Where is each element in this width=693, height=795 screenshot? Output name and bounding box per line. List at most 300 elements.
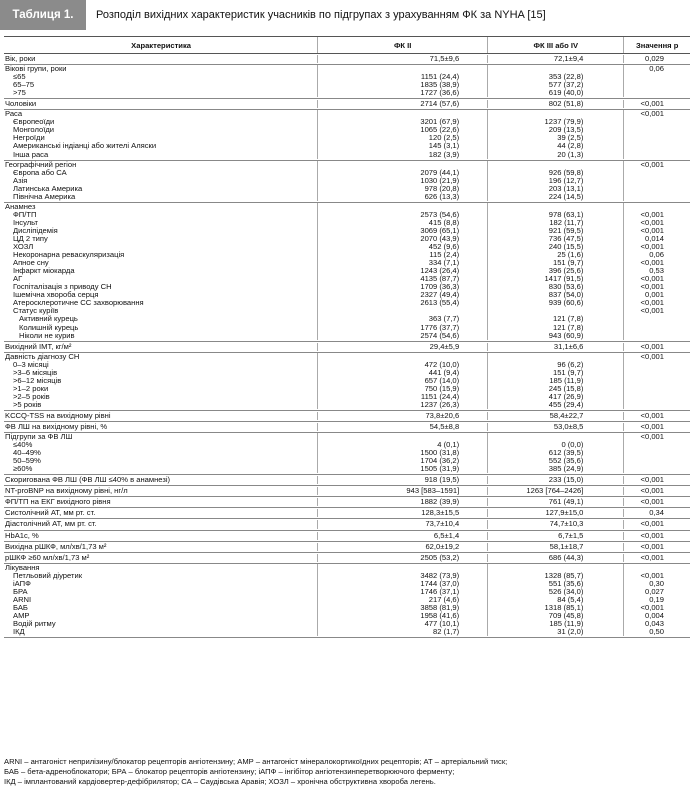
cell-p-value bbox=[624, 564, 690, 636]
value-fk2: 1709 (36,3) bbox=[420, 283, 460, 292]
row-subitem-label: Некоронарна реваскуляризація bbox=[13, 251, 125, 260]
value-fk2: 918 (19,5) bbox=[424, 476, 460, 485]
row-subitem-label: 65–75 bbox=[13, 81, 35, 90]
value-p: <0,001 bbox=[640, 110, 664, 119]
value-fk2: 1835 (38,9) bbox=[420, 81, 460, 90]
row-subitem-label: Латинська Америка bbox=[13, 184, 83, 193]
value-fk34: 939 (60,6) bbox=[548, 299, 584, 308]
cell-characteristic bbox=[4, 509, 318, 517]
value-fk34: 151 (9,7) bbox=[552, 368, 584, 377]
value-fk34: 31,1±6,6 bbox=[553, 342, 584, 351]
row-label: KCCQ-TSS на вихідному рівні bbox=[5, 411, 111, 420]
value-fk2: 182 (3,9) bbox=[428, 150, 460, 159]
table-body bbox=[4, 54, 690, 638]
value-fk34: 196 (12,7) bbox=[548, 176, 584, 185]
row-subitem-label: АМР bbox=[13, 611, 30, 620]
footnote-line: ARNI – антагоніст неприлізину/блокатор рецепторів ангіотензину; АМР – антагоніст мінералокортикоїдних рецепторів; АТ – артеріальний тиск; bbox=[4, 757, 508, 766]
col-header-fk2: ФК II bbox=[318, 37, 488, 53]
value-fk2: 472 (10,0) bbox=[424, 360, 460, 369]
cell-p-value bbox=[624, 353, 690, 409]
row-subitem-label: >1–2 роки bbox=[13, 384, 49, 393]
cell-fk2 bbox=[318, 412, 488, 420]
row-subitem-label: Європа або СА bbox=[13, 168, 67, 177]
value-fk2 bbox=[318, 307, 487, 315]
row-label: рШКФ ≥60 мл/хв/1,73 м² bbox=[5, 553, 90, 562]
table-row bbox=[4, 99, 690, 110]
row-subitem-label: Ішемічна хвороба серця bbox=[13, 291, 99, 300]
row-label: Підгрупи за ФВ ЛШ bbox=[5, 433, 73, 442]
footnote-line: ІКД – імплантований кардіовертер-дефібрилятор; СА – Саудівська Аравія; ХОЗЛ – хронічна обструктивна хвороба легень. bbox=[4, 777, 436, 786]
cell-characteristic bbox=[4, 554, 318, 562]
value-p: 0,19 bbox=[649, 595, 664, 604]
column-headers bbox=[4, 36, 690, 54]
cell-fk34 bbox=[488, 423, 624, 431]
value-fk34: 6,7±1,5 bbox=[558, 531, 584, 540]
row-label: Анамнез bbox=[5, 202, 36, 211]
value-p: <0,001 bbox=[640, 283, 664, 292]
value-fk34: 240 (15,5) bbox=[548, 243, 584, 252]
value-fk2: 1243 (26,4) bbox=[420, 267, 460, 276]
value-fk2: 1746 (37,1) bbox=[420, 587, 460, 596]
row-subitem-label: іАПФ bbox=[13, 579, 31, 588]
spacer bbox=[624, 564, 690, 572]
cell-p-value bbox=[624, 498, 690, 506]
value-p: <0,001 bbox=[640, 433, 664, 442]
col-header-characteristic: Характеристика bbox=[4, 37, 318, 53]
cell-fk2 bbox=[318, 203, 488, 340]
value-fk2: 1030 (21,9) bbox=[420, 176, 460, 185]
value-fk34: 736 (47,5) bbox=[548, 234, 584, 243]
value-fk2: 1744 (37,0) bbox=[420, 579, 460, 588]
value-fk34: 20 (1,3) bbox=[557, 150, 584, 159]
cell-fk2 bbox=[318, 564, 488, 636]
row-label: Скоригована ФВ ЛШ (ФВ ЛШ ≤40% в анамнезі) bbox=[5, 476, 171, 485]
value-fk2: 626 (13,3) bbox=[424, 192, 460, 201]
cell-p-value bbox=[624, 487, 690, 495]
value-fk2: 3069 (65,1) bbox=[420, 226, 460, 235]
cell-fk34 bbox=[488, 509, 624, 517]
row-subitem-label: Водій ритму bbox=[13, 620, 56, 628]
cell-fk34 bbox=[488, 520, 624, 528]
row-label: NT-proBNP на вихідному рівні, нг/л bbox=[5, 487, 128, 496]
value-fk34: 396 (25,6) bbox=[548, 267, 584, 276]
cell-fk2 bbox=[318, 65, 488, 97]
row-subitem-label: Північна Америка bbox=[13, 192, 76, 201]
spacer bbox=[488, 65, 623, 73]
value-fk2: 3482 (73,9) bbox=[420, 571, 460, 580]
value-fk2: 6,5±1,4 bbox=[433, 531, 460, 540]
row-subitem-label: >5 років bbox=[13, 400, 42, 409]
value-fk2: 657 (14,0) bbox=[424, 376, 460, 385]
value-fk2: 441 (9,4) bbox=[428, 368, 460, 377]
value-fk2: 4135 (87,7) bbox=[420, 275, 460, 284]
spacer bbox=[488, 353, 623, 361]
value-p: <0,001 bbox=[640, 553, 664, 562]
row-label: Раса bbox=[5, 110, 23, 119]
row-label: Діастолічний АТ, мм рт. ст. bbox=[5, 520, 97, 529]
value-fk2: 115 (2,4) bbox=[429, 251, 460, 260]
value-fk2: 1151 (24,4) bbox=[420, 392, 460, 401]
cell-characteristic bbox=[4, 203, 318, 340]
table-row bbox=[4, 519, 690, 530]
value-fk2: 1882 (39,9) bbox=[420, 498, 460, 507]
value-fk2: 62,0±19,2 bbox=[425, 542, 460, 551]
value-fk34: 127,9±15,0 bbox=[545, 509, 584, 518]
value-fk34: 209 (13,5) bbox=[548, 126, 584, 135]
cell-p-value bbox=[624, 412, 690, 420]
row-subitem-label: Дисліпідемія bbox=[13, 226, 58, 235]
value-fk34: 121 (7,8) bbox=[552, 323, 584, 332]
value-fk2: 2714 (57,6) bbox=[420, 100, 460, 109]
value-fk2: 978 (20,8) bbox=[424, 184, 460, 193]
col-header-fk34: ФК III або IV bbox=[488, 37, 624, 53]
value-p: 0,001 bbox=[644, 291, 664, 300]
value-fk34: 761 (49,1) bbox=[548, 498, 584, 507]
value-fk34: 1263 [764–2426] bbox=[526, 487, 584, 496]
col-header-p: Значення p bbox=[636, 40, 679, 50]
row-subitem-label: Атеросклеротичне СС захворювання bbox=[13, 299, 144, 308]
value-p: 0,30 bbox=[649, 579, 664, 588]
row-subitem-label: 50–59% bbox=[13, 457, 41, 466]
value-p: <0,001 bbox=[640, 160, 664, 169]
row-label: ФВ ЛШ на вихідному рівні, % bbox=[5, 423, 108, 432]
value-fk34: 1417 (91,5) bbox=[544, 275, 584, 284]
cell-fk2 bbox=[318, 100, 488, 108]
value-fk34: 84 (5,4) bbox=[557, 595, 584, 604]
row-subitem-label: Ніколи не курив bbox=[19, 331, 75, 340]
spacer bbox=[318, 564, 487, 572]
row-label: HbA1c, % bbox=[5, 531, 39, 540]
row-subitem-label: АГ bbox=[13, 275, 23, 284]
value-p: 0,06 bbox=[649, 65, 664, 74]
cell-fk34 bbox=[488, 55, 624, 63]
row-label: Вихідний ІМТ, кг/м² bbox=[5, 342, 72, 351]
table-header bbox=[0, 0, 693, 30]
value-fk34: 245 (15,8) bbox=[548, 384, 584, 393]
table-row bbox=[4, 497, 690, 508]
value-fk34: 1318 (85,1) bbox=[544, 603, 584, 612]
cell-fk2 bbox=[318, 110, 488, 158]
value-fk2: 3201 (67,9) bbox=[420, 118, 460, 127]
row-label: Чоловіки bbox=[5, 100, 37, 109]
cell-fk2 bbox=[318, 433, 488, 473]
row-subitem-label: Петльовий діуретик bbox=[13, 571, 83, 580]
row-subitem-label: ARNI bbox=[13, 595, 32, 604]
cell-p-value bbox=[624, 203, 690, 340]
table-row bbox=[4, 564, 690, 638]
table-row bbox=[4, 411, 690, 422]
cell-fk34 bbox=[488, 564, 624, 636]
value-fk2: 145 (3,1) bbox=[428, 142, 460, 151]
value-fk2: 73,7±10,4 bbox=[425, 520, 460, 529]
row-label: ФП/ТП на ЕКГ вихідного рівня bbox=[5, 498, 111, 507]
value-fk34: 0 (0,0) bbox=[561, 441, 584, 450]
value-fk34: 612 (39,5) bbox=[548, 449, 584, 458]
cell-characteristic bbox=[4, 412, 318, 420]
value-p: 0,027 bbox=[644, 587, 664, 596]
cell-fk34 bbox=[488, 543, 624, 551]
value-fk34: 121 (7,8) bbox=[552, 315, 584, 324]
cell-fk2 bbox=[318, 423, 488, 431]
spacer bbox=[624, 203, 690, 211]
value-p: <0,001 bbox=[640, 603, 664, 612]
value-p: <0,001 bbox=[640, 411, 664, 420]
cell-p-value bbox=[624, 343, 690, 351]
cell-characteristic bbox=[4, 423, 318, 431]
table-row bbox=[4, 422, 690, 433]
value-fk2: 73,8±20,6 bbox=[425, 411, 460, 420]
row-subitem-label: >75 bbox=[13, 89, 26, 98]
value-fk34: 151 (9,7) bbox=[552, 259, 584, 268]
cell-characteristic bbox=[4, 161, 318, 201]
value-p: 0,53 bbox=[649, 267, 664, 276]
cell-p-value bbox=[624, 554, 690, 562]
table-row bbox=[4, 508, 690, 519]
cell-characteristic bbox=[4, 543, 318, 551]
row-subitem-label: ≤40% bbox=[13, 441, 33, 450]
value-fk34: 830 (53,6) bbox=[548, 283, 584, 292]
row-label: Лікування bbox=[5, 563, 40, 572]
footnote-line: БАБ – бета-адреноблокатори; БРА – блокатор рецепторів ангіотензину; іАПФ – інгібітор ангіотензинперетворюючого ферменту; bbox=[4, 767, 455, 776]
value-fk34: 686 (44,3) bbox=[548, 553, 584, 562]
value-fk34: 31 (2,0) bbox=[557, 628, 584, 637]
value-fk34: 182 (11,7) bbox=[549, 218, 584, 227]
row-subitem-label: Госпіталізація з приводу СН bbox=[13, 283, 112, 292]
value-fk2: 2573 (54,6) bbox=[420, 210, 460, 219]
cell-p-value bbox=[624, 433, 690, 473]
value-fk34: 96 (6,2) bbox=[557, 360, 584, 369]
value-fk2: 54,5±8,8 bbox=[429, 423, 460, 432]
value-p: <0,001 bbox=[640, 100, 664, 109]
row-subitem-label: 0–3 місяці bbox=[13, 360, 49, 369]
value-fk34: 39 (2,5) bbox=[557, 134, 584, 143]
cell-p-value bbox=[624, 423, 690, 431]
row-subitem-label: Колишній курець bbox=[19, 323, 79, 332]
value-fk34: 577 (37,2) bbox=[548, 81, 584, 90]
cell-characteristic bbox=[4, 476, 318, 484]
cell-p-value bbox=[624, 161, 690, 201]
spacer bbox=[488, 564, 623, 572]
cell-fk34 bbox=[488, 353, 624, 409]
spacer bbox=[318, 110, 487, 118]
cell-p-value bbox=[624, 100, 690, 108]
table-row bbox=[4, 486, 690, 497]
value-fk2: 1958 (41,6) bbox=[420, 611, 460, 620]
spacer bbox=[318, 65, 487, 73]
row-subitem-label: ФП/ТП bbox=[13, 210, 37, 219]
row-label: Давність діагнозу СН bbox=[5, 352, 80, 361]
value-fk34: 185 (11,9) bbox=[549, 376, 584, 385]
row-label: Систолічний АТ, мм рт. ст. bbox=[5, 509, 96, 518]
value-fk34: 943 (60,9) bbox=[548, 331, 584, 340]
cell-fk2 bbox=[318, 520, 488, 528]
value-fk34: 926 (59,8) bbox=[548, 168, 584, 177]
cell-p-value bbox=[624, 476, 690, 484]
row-label: Вихідна рШКФ, мл/хв/1,73 м² bbox=[5, 542, 107, 551]
value-fk2: 477 (10,1) bbox=[424, 620, 460, 628]
cell-fk34 bbox=[488, 532, 624, 540]
value-fk2: 1500 (31,8) bbox=[420, 449, 460, 458]
value-fk2: 71,5±9,6 bbox=[429, 55, 460, 63]
value-p: <0,001 bbox=[640, 352, 664, 361]
spacer bbox=[488, 161, 623, 169]
value-p: <0,001 bbox=[640, 423, 664, 432]
row-label: Географічний регіон bbox=[5, 160, 77, 169]
cell-p-value bbox=[624, 543, 690, 551]
cell-characteristic bbox=[4, 353, 318, 409]
row-subitem-label: Інша раса bbox=[13, 150, 49, 159]
value-p: <0,001 bbox=[640, 487, 664, 496]
row-subitem-label: Європеоїди bbox=[13, 118, 55, 127]
value-fk34: 385 (24,9) bbox=[548, 465, 584, 474]
value-p: 0,029 bbox=[644, 55, 664, 63]
value-p: <0,001 bbox=[640, 226, 664, 235]
value-p: <0,001 bbox=[640, 307, 664, 316]
row-subitem-label: 40–49% bbox=[13, 449, 41, 458]
value-fk34: 58,1±18,7 bbox=[549, 542, 584, 551]
value-fk34: 455 (29,4) bbox=[548, 400, 584, 409]
cell-p-value bbox=[624, 520, 690, 528]
cell-p-value bbox=[624, 110, 690, 158]
value-fk2: 3858 (81,9) bbox=[420, 603, 460, 612]
value-p: <0,001 bbox=[640, 342, 664, 351]
cell-fk2 bbox=[318, 161, 488, 201]
cell-fk2 bbox=[318, 509, 488, 517]
value-p: 0,014 bbox=[644, 234, 664, 243]
spacer bbox=[488, 433, 623, 441]
row-subitem-label: >2–5 років bbox=[13, 392, 50, 401]
table-title: Розподіл вихідних характеристик учасників по підгрупах з урахуванням ФК за NYHA [15] bbox=[96, 9, 546, 21]
spacer bbox=[318, 353, 487, 361]
value-p: <0,001 bbox=[640, 218, 664, 227]
spacer bbox=[488, 203, 623, 211]
value-fk2: 29,4±5,9 bbox=[429, 342, 460, 351]
cell-fk34 bbox=[488, 65, 624, 97]
cell-p-value bbox=[624, 55, 690, 63]
value-fk2: 217 (4,6) bbox=[428, 595, 460, 604]
footnote bbox=[4, 757, 690, 787]
value-fk34: 53,0±8,5 bbox=[553, 423, 584, 432]
value-fk2: 128,3±15,5 bbox=[421, 509, 460, 518]
table-row bbox=[4, 54, 690, 65]
row-label: Вік, роки bbox=[5, 55, 36, 63]
row-subitem-label: Негроїди bbox=[13, 134, 45, 143]
table-row bbox=[4, 161, 690, 203]
value-fk34: 619 (40,0) bbox=[548, 89, 584, 98]
value-p: <0,001 bbox=[640, 299, 664, 308]
row-subitem-label: Азія bbox=[13, 176, 28, 185]
value-p: <0,001 bbox=[640, 275, 664, 284]
value-fk2: 1151 (24,4) bbox=[420, 73, 460, 82]
cell-characteristic bbox=[4, 433, 318, 473]
value-fk2: 2079 (44,1) bbox=[420, 168, 460, 177]
value-fk34: 1237 (79,9) bbox=[544, 118, 584, 127]
cell-characteristic bbox=[4, 100, 318, 108]
row-subitem-label: ХОЗЛ bbox=[13, 243, 34, 252]
cell-characteristic bbox=[4, 65, 318, 97]
table-row bbox=[4, 342, 690, 353]
row-subitem-label: ≥60% bbox=[13, 465, 33, 474]
row-subitem-label: БРА bbox=[13, 587, 28, 596]
table-row bbox=[4, 65, 690, 99]
value-fk2: 1065 (22,6) bbox=[420, 126, 460, 135]
row-subitem-label: Монголоїди bbox=[13, 126, 55, 135]
cell-characteristic bbox=[4, 532, 318, 540]
value-p: 0,06 bbox=[649, 251, 664, 260]
cell-fk2 bbox=[318, 532, 488, 540]
cell-fk2 bbox=[318, 554, 488, 562]
value-fk2: 2327 (49,4) bbox=[420, 291, 460, 300]
value-fk34: 417 (26,9) bbox=[548, 392, 584, 401]
cell-fk34 bbox=[488, 487, 624, 495]
cell-fk34 bbox=[488, 498, 624, 506]
value-fk2: 2070 (43,9) bbox=[420, 234, 460, 243]
value-fk2: 2505 (53,2) bbox=[420, 553, 460, 562]
row-subitem-label: ЦД 2 типу bbox=[13, 234, 48, 243]
cell-fk34 bbox=[488, 161, 624, 201]
value-fk34: 551 (35,6) bbox=[548, 579, 584, 588]
cell-p-value bbox=[624, 65, 690, 97]
row-label: Вікові групи, роки bbox=[5, 65, 67, 74]
value-p: <0,001 bbox=[640, 571, 664, 580]
value-fk34: 203 (13,1) bbox=[548, 184, 584, 193]
row-subitem-label: Інфаркт міокарда bbox=[13, 267, 75, 276]
spacer bbox=[488, 110, 623, 118]
table-row bbox=[4, 353, 690, 411]
row-subitem-label: Статус куріїв bbox=[13, 307, 59, 316]
value-p: 0,50 bbox=[649, 628, 664, 637]
cell-fk2 bbox=[318, 476, 488, 484]
value-fk2: 1505 (31,9) bbox=[420, 465, 460, 474]
value-p: <0,001 bbox=[640, 498, 664, 507]
table-row bbox=[4, 110, 690, 160]
cell-fk2 bbox=[318, 343, 488, 351]
value-fk2: 750 (15,9) bbox=[424, 384, 460, 393]
value-p: <0,001 bbox=[640, 520, 664, 529]
value-p: <0,001 bbox=[640, 542, 664, 551]
cell-characteristic bbox=[4, 55, 318, 63]
value-fk2: 334 (7,1) bbox=[428, 259, 460, 268]
value-fk34: 74,7±10,3 bbox=[549, 520, 584, 529]
cell-characteristic bbox=[4, 520, 318, 528]
value-fk2: 363 (7,7) bbox=[428, 315, 460, 324]
value-fk34: 921 (59,5) bbox=[548, 226, 584, 235]
table-row bbox=[4, 475, 690, 486]
cell-fk2 bbox=[318, 498, 488, 506]
value-fk34: 72,1±9,4 bbox=[553, 55, 584, 63]
value-fk2: 2574 (54,6) bbox=[420, 331, 460, 340]
cell-p-value bbox=[624, 509, 690, 517]
value-p: <0,001 bbox=[640, 259, 664, 268]
value-fk2: 452 (9,6) bbox=[428, 243, 460, 252]
table-number: Таблиця 1. bbox=[0, 0, 86, 30]
row-subitem-label: >3–6 місяців bbox=[13, 368, 58, 377]
cell-p-value bbox=[624, 532, 690, 540]
cell-characteristic bbox=[4, 498, 318, 506]
value-fk34: 526 (34,0) bbox=[548, 587, 584, 596]
value-fk2: 1704 (36,2) bbox=[420, 457, 460, 466]
value-fk34: 233 (15,0) bbox=[548, 476, 584, 485]
row-subitem-label: Американські індіанці або жителі Аляски bbox=[13, 142, 157, 151]
table-row bbox=[4, 542, 690, 553]
value-fk34: 552 (35,6) bbox=[548, 457, 584, 466]
table-row bbox=[4, 553, 690, 564]
value-p: 0,34 bbox=[649, 509, 664, 518]
value-fk2: 120 (2,5) bbox=[428, 134, 460, 143]
value-fk2: 2613 (55,4) bbox=[420, 299, 460, 308]
spacer bbox=[318, 161, 487, 169]
value-p: 0,043 bbox=[644, 620, 664, 628]
